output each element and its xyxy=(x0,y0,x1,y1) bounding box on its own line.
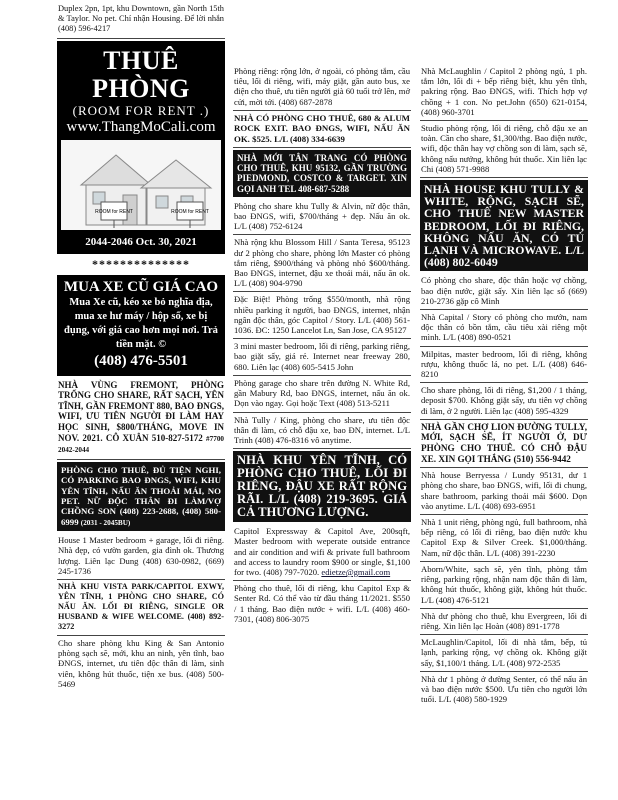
listing-ad: Duplex 2pn, 1pt, khu Downtown, gần North 15th & Taylor. No pet. Chỉ nhận Housing. Để lời nhắn (408) 596-4217 xyxy=(57,2,225,39)
house-illustration xyxy=(61,140,221,230)
listing-ad: NHÀ MỚI TÂN TRANG CÓ PHÒNG CHO THUÊ, KHU 95132, GẦN TRƯỜNG PIEDMOND, COSTCO & TARGET. XIN GỌI ANH TEL 408-687-5288 xyxy=(233,150,411,197)
listing-ad: NHÀ GẦN CHỢ LION ĐƯỜNG TULLY, MỚI, SẠCH SẼ, ÍT NGƯỜI Ở, DƯ PHÒNG CHO THUÊ. CÓ CHỖ ĐẬU XE. XIN GỌI THẮNG (510) 556-9442 xyxy=(420,420,588,468)
page-title: THUÊ PHÒNG xyxy=(92,45,190,103)
listing-ad: 3 mini master bedroom, lối đi riêng, parking riêng, bao giặt sấy, giá rẻ. Internet near freeway 280, 680. Liên lạc (408) 605-5415 John xyxy=(233,339,411,376)
column-middle xyxy=(233,64,411,627)
car-ad-title: MUA XE CŨ GIÁ CAO xyxy=(63,278,219,295)
listing-ad: Đặc Biệt! Phòng trống $550/month, nhà rộng nhiều parking ít người, bao ĐNGS, internet, nhận ngân độc thân, góc Capitol / Story. L/L (408) 561-1036. ĐC: 1250 Lancelot Ln, San Jose, CA 95127 xyxy=(233,292,411,339)
car-ad-body: Mua Xe cũ, kéo xe bỏ nghĩa địa, mua xe hư máy / hộp số, xe bị đụng, với giá cao hơn mọi nơi. Trả tiền mặt. © xyxy=(64,296,218,350)
listing-ad: Phòng riêng: rộng lớn, ở ngoài, có phòng tắm, cầu tiêu, lối đi riêng, wifi, máy giặt, gần auto bus, xe điện cho thuê, ưu tiên người già 60 tuổi trở lên, mở cửi, mời tới. (408) 687-2878 xyxy=(233,64,411,111)
listing-text: NHÀ VÙNG FREMONT, PHÒNG TRỐNG CHO SHARE, RẤT SẠCH, YÊN TĨNH, GẦN FREMONT 880, BAO ĐNGS, WIFI, ƯU TIÊN NGƯỜI ĐI LÀM HAY HỌC SINH, $800/THÁNG, MOVE IN NOV. 2021. CÔ XUÂN 510-827-5172 xyxy=(58,379,224,443)
column-left xyxy=(57,2,225,692)
listing-ad: NHÀ KHU VISTA PARK/CAPITOL EXWY, YÊN TĨNH, 1 PHÒNG CHO SHARE, CÓ NẤU ĂN. LỐI ĐI RIÊNG, SINGLE OR HUSBAND & WIFE WELCOME. (408) 892-3272 xyxy=(57,580,225,636)
listing-ad: Có phòng cho share, độc thân hoặc vợ chồng, bao điện nước, giặt sấy. Xin liên lạc số (669) 210-2736 gặp cô Minh xyxy=(420,273,588,310)
listing-ad: Nhà Tully / King, phòng cho share, ưu tiên độc thân đi làm, có chỗ đậu xe, bao ĐN, internet. L/L Trinh (408) 476-8316 vô anytime. xyxy=(233,413,411,450)
listing-text: Capitol Expressway & Capitol Ave, 200sqft, Master bedroom with weperate outside entrance and air condition and wifi & private full bathroom and access to laundry room $900 or single, $1,100 for two. (408) 797-7020. xyxy=(234,526,410,577)
house-drawing xyxy=(61,140,221,230)
listing-code: #7700 2042-2044 xyxy=(58,434,225,455)
listing-ad xyxy=(57,378,225,460)
listing-ad: Nhà dư phòng cho thuê, khu Evergreen, lối đi riêng. Xin liên lạc Hoàn (408) 891-1778 xyxy=(420,609,588,635)
listing-ad: Phòng cho share khu Tully & Alvin, nữ độc thân, bao ĐNGS, wifi, $700/tháng + đẹp. Nấu ăn ok. L/L (408) 752-6124 xyxy=(233,199,411,236)
listing-ad: Studio phòng rộng, lối đi riêng, chỗ đậu xe an toàn. Cần cho share, $1,300/thg. Bao điện nước, wifi, độc thân hay vợ chồng son đi làm, sạch sẽ, không nấu nướng, không hút thuốc. Xin liên lạc Chi (408) 571-9988 xyxy=(420,121,588,178)
listing-ad: Nhà Capital / Story có phòng cho mướn, nam độc thân có bồn tắm, cầu tiêu xài riêng một mình. L/L (408) 890-0521 xyxy=(420,310,588,347)
listing-ad: Aborn/White, sạch sẽ, yên tĩnh, phòng tắm riêng, parking rộng, nhận nam độc thân đi làm, không hút thuốc, không giặt, không hút thuốc. L/L (408) 476-5121 xyxy=(420,562,588,609)
listing-ad: NHÀ KHU YÊN TĨNH, CÓ PHÒNG CHO THUÊ, LỐI ĐI RIÊNG, ĐẬU XE RẤT RỘNG RÃI. L/L (408) 219-3695. GIÁ CẢ THƯƠNG LƯỢNG. xyxy=(233,451,411,522)
issue-date: 2044-2046 Oct. 30, 2021 xyxy=(85,235,197,248)
listing-ad: Nhà 1 unit riêng, phòng ngủ, full bathroom, nhà bếp riêng, có lối đi riêng, bao điện nước khu Capitol Exp & Silver Creek. $1,000/tháng. Nam, nữ độc thân. L/L (408) 391-2230 xyxy=(420,515,588,562)
listing-ad: Cho share phòng khu King & San Antonio phòng sạch sẽ, mới, khu an ninh, yên tĩnh, bao ĐNGS, internet, ưu tiên độc thân đi làm, sinh viên, không hút thuốc, tiện xe bus. (408) 500-5469 xyxy=(58,638,224,689)
listing-ad: Nhà rộng khu Blossom Hill / Santa Teresa, 95123 dư 2 phòng cho share, phòng lớn Master có phòng tắm riêng, $900/tháng và phòng nhỏ $600/tháng. Bao ĐNGS, internet, đậu xe thoải mái, nấu ăn ok. L/L (408) 904-9790 xyxy=(233,235,411,292)
listing-ad: Nhà dư 1 phòng ở đường Senter, có thể nấu ăn và bao điện nước $500. Ưu tiên cho người lớn tuổi. L/L (408) 580-1929 xyxy=(421,673,587,705)
listing-ad: House 1 Master bedroom + garage, lối đi riêng. Nhà đẹp, có vườn garden, gia đình ok. Thương lượng. Liên lạc Dung (408) 630-0982, (669) 245-1736 xyxy=(57,533,225,580)
listing-ad: Phòng cho thuê, lối đi riêng, khu Capitol Exp & Senter Rd. Có thể vào từ đầu tháng 11/2021. $550 / 1 tháng. Bao điện nước + wifi. L/L (408) 460-7301, (408) 806-3075 xyxy=(234,583,410,624)
listing-ad: Phòng garage cho share trên đường N. White Rd, gần Mabury Rd, bao ĐNGS, internet, nấu ăn ok. Dọn vào ngay. Gọi hoặc Text (408) 513-5211 xyxy=(233,376,411,413)
section-header xyxy=(57,41,225,254)
sign-left-text: ROOM for RENT xyxy=(95,208,133,215)
column-right xyxy=(420,64,588,707)
car-buying-ad xyxy=(57,275,225,376)
page-subtitle: (ROOM FOR RENT .) xyxy=(72,102,210,118)
car-ad-phone: (408) 476-5501 xyxy=(94,352,188,369)
divider-stars: ************** xyxy=(92,256,190,271)
listing-code: (2031 - 2045BU) xyxy=(80,518,131,527)
email-link[interactable]: edietze@gmail.com xyxy=(321,566,391,577)
sign-right-text: ROOM for RENT xyxy=(171,208,209,215)
listing-ad: NHÀ HOUSE KHU TULLY & WHITE, RỘNG, SẠCH SẼ, CHO THUÊ NEW MASTER BEDROOM, LỐI ĐI RIÊNG, KHÔNG NẤU ĂN, CÓ TỦ LẠNH VÀ MICROWAVE. L/L (408) 802-6049 xyxy=(420,180,588,271)
listing-ad: Milpitas, master bedroom, lối đi riêng, không rượu, không thuốc lá, no pet. L/L (408) 646-8210 xyxy=(420,347,588,384)
listing-ad xyxy=(233,524,411,581)
listing-ad: Nhà McLaughlin / Capitol 2 phòng ngủ, 1 ph. tắm lớn, lối đi + bếp riêng biệt, khu yên tĩnh, pakring rộng. Bao ĐNGS, wifi. Thích hợp vợ chồng + 1 con. No pet.John (650) 621-0154,(408) 960-3701 xyxy=(420,64,588,121)
website-link[interactable]: www.ThangMoCali.com xyxy=(66,118,216,135)
listing-ad: Cho share phòng, lối đi riêng, $1,200 / 1 tháng, deposit $700. Không giặt sấy, ưu tiên vợ chồng đi làm, ở 2 người. Liên lạc (408) 595-4329 xyxy=(420,383,588,420)
listing-ad: McLaughlin/Capitol, lối đi nhà tắm, bếp, tủ lạnh, parking rộng, vợ chồng ok. Không giặt sấy, $1,100/1 tháng. L/L (408) 972-2535 xyxy=(420,635,588,672)
listing-ad: NHÀ CÓ PHÒNG CHO THUÊ, 680 & ALUM ROCK EXIT. BAO ĐNGS, WIFI, NẤU ĂN OK. $525. L/L (408) 334-6639 xyxy=(233,111,411,148)
listing-text: PHÒNG CHO THUÊ, ĐỦ TIỆN NGHI, CÓ PARKING BAO ĐNGS, WIFI, KHU YÊN TĨNH, NẤU ĂN THOẢI MÁI, NO PET. NỮ ĐỘC THÂN ĐI LÀM/VỢ CHỒNG SON (408) 223-2688, (408) 580-6999 xyxy=(61,464,221,527)
listing-ad: Nhà house Berryessa / Lundy 95131, dư 1 phòng cho share, bao ĐNGS, wifi, lối đi chung, share bathroom, parking thoải mái $600. Dọn vào anytime. L/L (408) 693-6951 xyxy=(420,468,588,515)
listing-ad xyxy=(57,462,225,531)
